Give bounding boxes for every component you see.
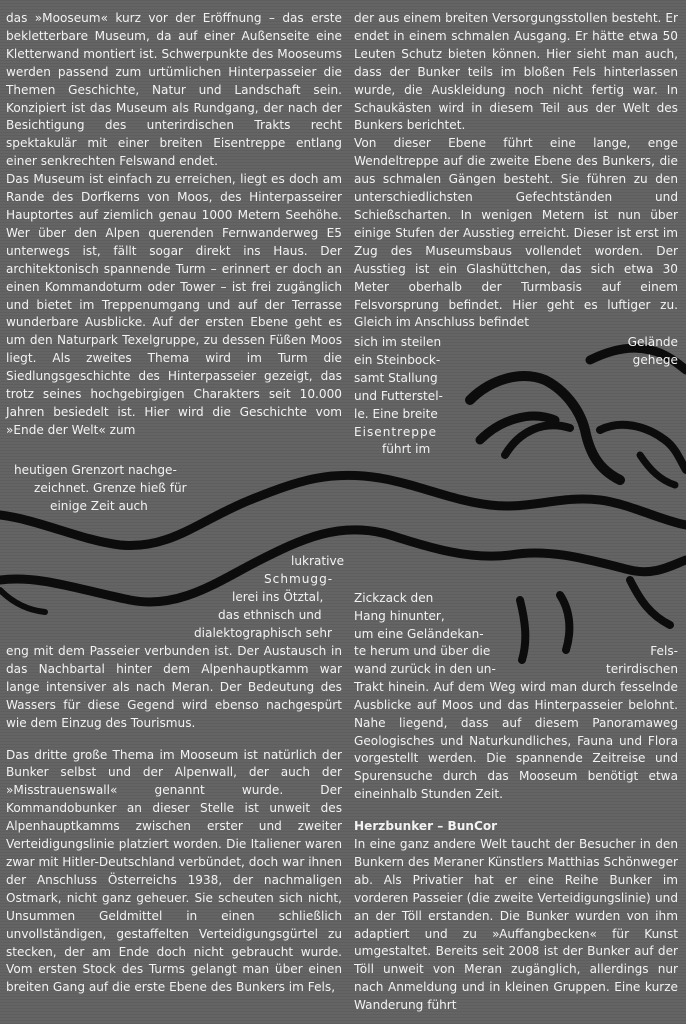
paragraph-gap (6, 733, 342, 747)
right-paragraph-3: Trakt hinein. Auf dem Weg wird man durch fesselnde Ausblicke auf Moos und das Hinterpasseier belohnt. Nahe liegend, dass auf diesem Panoramaweg Geologisches und Naturkundliches, Fauna und Flora vorgestellt werden. Die spannende Zeitreise und Spurensuche durch das Mooseum benötigt etwa eineinhalb Stunden Zeit. (354, 679, 678, 802)
right-tail-row-2 (354, 661, 678, 679)
right-paragraph-4: In eine ganz andere Welt taucht der Besucher in den Bunkern des Meraner Künstlers Matthias Schönweger ab. Als Privatier hat er eine Reihe Bunker im vorderen Passeier (die zweite Verteidigungslinie) und an der Töll erstanden. Die Bunker wurden von ihm adaptiert und zu »Auffangbecken« für Kunst umgestaltet. Bereits seit 2008 ist der Bunker auf der Töll unweit von Meran zugänglich, allerdings nur nach Anmeldung und in kleinen Gruppen. Eine kurze Wanderung führt (354, 837, 678, 1013)
right-wrap-text (354, 334, 678, 459)
right-mid-line-1: Zickzack den (354, 591, 434, 605)
ibex-leg-3 (630, 580, 670, 625)
right-wrap-line-5: le. Eine breite (354, 406, 438, 421)
right-paragraph-2: Von dieser Ebene führt eine lange, enge Wendeltreppe auf die zweite Ebene des Bunkers, die aus schmalen Gängen besteht. Sie führen zu den unterschiedlichsten Gefechtständen und Schießscharten. In wenigen Metern ist nun über einige Stufen der Ausstieg erreicht. Dieser ist erst im Zug des Museumsbaus vollendet worden. Der Ausstieg ist ein Glashüttchen, das sich etwa 30 Meter oberhalb der Turmbasis auf einem Felsvorsprung befindet. Hier geht es luftiger zu. Gleich im Anschluss befindet (354, 136, 678, 330)
section-heading: Herzbunker – BunCor (354, 819, 498, 834)
left-wrap-line-3: einige Zeit auch (50, 498, 148, 513)
right-mid-line-3: um eine Geländekan- (354, 626, 484, 641)
right-tail-line-1a: te herum und über die (354, 644, 491, 658)
right-tail-line-1b: Fels- (650, 644, 678, 658)
ibex-ear (640, 455, 675, 485)
right-wrap-line-1a: sich im steilen (354, 335, 442, 349)
right-column (354, 10, 678, 332)
left-wrap-line-2: zeichnet. Grenze hieß für (34, 480, 187, 495)
left-mid-line-5: dialektographisch sehr (194, 625, 332, 640)
left-column (6, 10, 342, 440)
left-paragraph-2: Das Museum ist einfach zu erreichen, liegt es doch am Rande des Dorfkerns von Moos, des Hinterpasseirer Hauptortes auf ziemlich genau 1000 Metern Seehöhe. Wer über den Alpen querenden Fernwanderweg E5 unterwegs ist, fällt sogar direkt ins Haus. Der architektonisch spannende Turm – erinnert er doch an einen Kommandoturm oder Tower – ist frei zugänglich und bietet im Treppenumgang und auf der Terrasse wunderbare Ausblicke. Auf der ersten Ebene geht es um den Naturpark Texelgruppe, zu dessen Füßen Moos liegt. Als zweites Thema wird im Turm die Siedlungsgeschichte des Hinterpasseier gezeigt, das trotz seines hochgebirgigen Charakters seit 10.000 Jahren besiedelt ist. Hier wird die Geschichte vom »Ende der Welt« zum (6, 172, 342, 437)
right-wrap-line-2b: gehege (632, 352, 678, 367)
left-paragraph-1: das »Mooseum« kurz vor der Eröffnung – das erste bekletterbare Museum, da auf einer Außenseite eine Kletterwand montiert ist. Schwerpunkte des Mooseums werden passend zum urtümlichen Hinterpasseier die Themen Geschichte, Natur und Landschaft sein. Konzipiert ist das Museum als Rundgang, der nach der Besichtigung des unterirdischen Trakts recht spektakulär mit einer breiten Eisentreppe entlang einer senkrechten Felswand endet. (6, 11, 342, 169)
right-wrap-row-1 (354, 334, 678, 352)
right-wrap-line-1b: Gelände (627, 335, 678, 349)
left-wrap-line-1: heutigen Grenzort nachge- (14, 463, 177, 477)
right-tail-line-2b: terirdischen (605, 661, 678, 676)
left-mid-line-4: das ethnisch und (218, 607, 322, 622)
right-wrap-line-4: und Futterstel- (354, 388, 443, 403)
left-mid-line-2: Schmugg- (264, 571, 334, 586)
left-paragraph-4: Das dritte große Thema im Mooseum ist natürlich der Bunker selbst und der Alpenwall, der auch der »Misstrauenswall« genannt wurde. Der Kommandobunker an dieser Stelle ist unweit des Alpenhauptkamms zwischen erster und zweiter Verteidigungslinie platziert worden. Die Italiener waren zwar mit Hitler-Deutschland verbündet, doch war ihnen der Anschluss Österreichs 1938, der nachmaligen Ostmark, nicht ganz geheuer. Sie scheuten sich nicht, Unsummen Geldmittel in einen schließlich unvollständigen, gestaffelten Verteidigungsgürtel zu stecken, der am Ende doch nicht gebraucht wurde. Vom ersten Stock des Turms gelangt man über einen breiten Gang auf die erste Ebene des Bunkers im Fels, (6, 747, 342, 995)
right-wrap-line-3: samt Stallung (354, 370, 438, 385)
left-wrap-text (6, 462, 342, 516)
left-paragraph-3: eng mit dem Passeier verbunden ist. Der Austausch in das Nachbartal hinter dem Alpenhauptkamm war lange intensiver als nach Meran. Der Bedeutung des Wassers für diese Gegend wird ebenso nachgespürt wie dem Einzug des Tourismus. (6, 644, 342, 730)
right-mid-line-2: Hang hinunter, (354, 608, 445, 623)
right-wrap-row-2 (354, 352, 678, 370)
ibex-leg-2 (560, 595, 569, 650)
right-tail-line-2a: wand zurück in den un- (354, 661, 496, 676)
right-paragraph-1: der aus einem breiten Versorgungsstollen besteht. Er endet in einem schmalen Ausgang. Er hätte etwa 50 Leuten Schutz bieten können. Hier sieht man auch, dass der Bunker teils im bloßen Fels hinterlassen wurde, die Auskleidung noch nicht fertig war. In Schaukästen wird in diesem Teil aus der Welt des Bunkers berichtet. (354, 11, 678, 133)
left-lower-text (6, 643, 342, 997)
right-lower-text (354, 643, 678, 1015)
left-mid-line-3: lerei ins Ötztal, (232, 589, 324, 604)
right-wrap-line-7: führt im (382, 442, 431, 457)
left-mid-text (6, 553, 345, 643)
right-wrap-line-6: Eisentreppe (354, 424, 438, 439)
right-mid-text (354, 590, 494, 644)
left-mid-line-1: lukrative (291, 554, 345, 568)
right-wrap-line-2a: ein Steinbock- (354, 352, 441, 367)
paragraph-gap (354, 804, 678, 818)
right-tail-row-1 (354, 643, 678, 661)
